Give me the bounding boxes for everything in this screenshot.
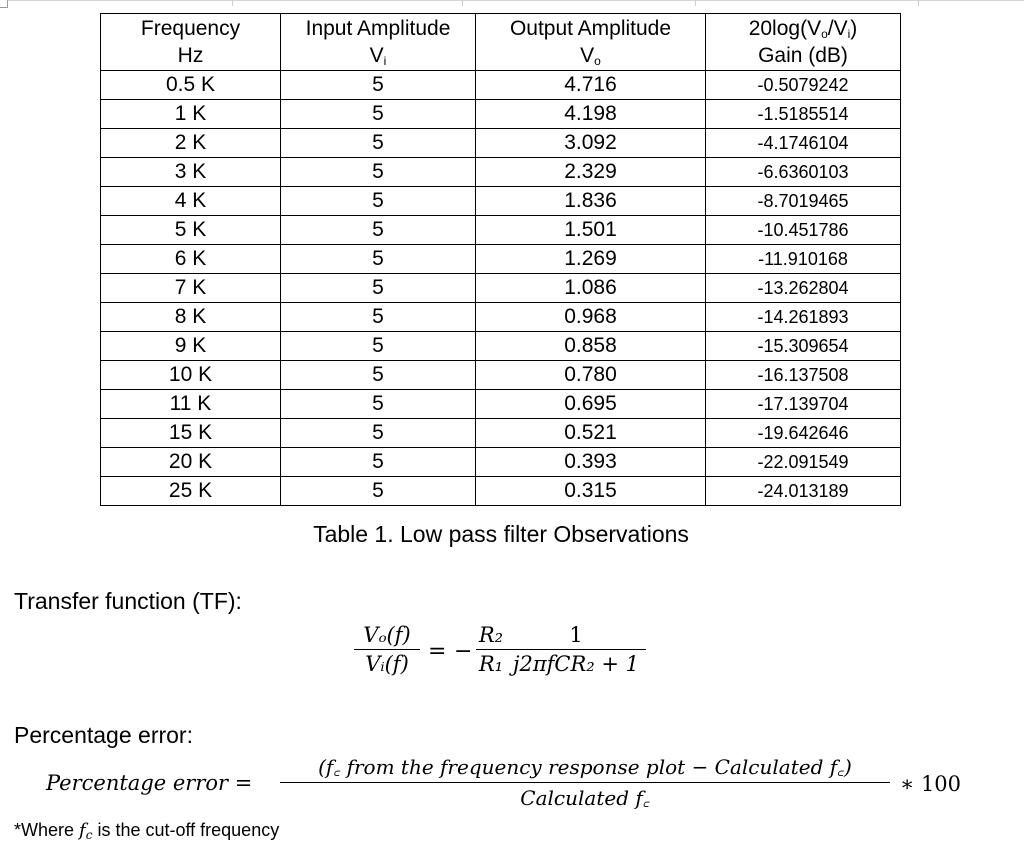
cell-output-amplitude: 0.968 <box>476 303 706 332</box>
cell-frequency: 5 K <box>101 216 281 245</box>
cell-gain-db: -16.137508 <box>706 361 901 390</box>
cell-frequency: 20 K <box>101 448 281 477</box>
cell-output-amplitude: 1.501 <box>476 216 706 245</box>
cell-gain-db: -10.451786 <box>706 216 901 245</box>
tf-minus: − <box>454 639 473 664</box>
cell-gain-db: -14.261893 <box>706 303 901 332</box>
cell-output-amplitude: 2.329 <box>476 158 706 187</box>
table-row <box>101 216 901 245</box>
header-input-amplitude: Input Amplitude $V_i$ <box>281 14 476 71</box>
cell-frequency: 15 K <box>101 419 281 448</box>
pe-multiplier: ∗ 100 <box>900 772 962 796</box>
cell-output-amplitude: 4.198 <box>476 100 706 129</box>
table-row <box>101 477 901 506</box>
cell-gain-db: -8.7019465 <box>706 187 901 216</box>
table-row <box>101 100 901 129</box>
cell-gain-db: -24.013189 <box>706 477 901 506</box>
transfer-function-label: Transfer function (TF): <box>14 588 242 614</box>
cell-frequency: 10 K <box>101 361 281 390</box>
tf-rhs-numerator: 1 <box>569 623 583 647</box>
cell-frequency: 7 K <box>101 274 281 303</box>
table-header-row <box>101 14 901 71</box>
cell-input-amplitude: 5 <box>281 477 476 506</box>
tf-resistor-ratio <box>476 621 506 678</box>
table-row <box>101 332 901 361</box>
cell-output-amplitude: 0.858 <box>476 332 706 361</box>
tf-lhs-numerator: Vₒ(f) <box>363 623 411 647</box>
cell-input-amplitude: 5 <box>281 216 476 245</box>
cell-frequency: 1 K <box>101 100 281 129</box>
table-row <box>101 187 901 216</box>
cell-frequency: 11 K <box>101 390 281 419</box>
cell-output-amplitude: 1.086 <box>476 274 706 303</box>
header-frequency: Frequency Hz <box>101 14 281 71</box>
cell-frequency: 2 K <box>101 129 281 158</box>
observations-table <box>100 13 901 506</box>
cell-output-amplitude: 0.393 <box>476 448 706 477</box>
cell-input-amplitude: 5 <box>281 419 476 448</box>
cell-output-amplitude: 3.092 <box>476 129 706 158</box>
percentage-error-label: Percentage error: <box>14 722 193 748</box>
cell-gain-db: -19.642646 <box>706 419 901 448</box>
pe-denominator: Calculated f꜀ <box>520 786 650 810</box>
table-row <box>101 129 901 158</box>
cell-input-amplitude: 5 <box>281 100 476 129</box>
cell-output-amplitude: 0.315 <box>476 477 706 506</box>
cell-input-amplitude: 5 <box>281 245 476 274</box>
text-boundary-corner-mark <box>0 0 8 8</box>
tf-r2: R₂ <box>478 623 504 647</box>
cell-output-amplitude: 0.695 <box>476 390 706 419</box>
cell-frequency: 4 K <box>101 187 281 216</box>
tf-lhs-denominator: Vᵢ(f) <box>365 652 409 676</box>
cell-output-amplitude: 4.716 <box>476 71 706 100</box>
cell-frequency: 8 K <box>101 303 281 332</box>
header-output-amplitude: Output Amplitude $V_o$ <box>476 14 706 71</box>
tf-lhs-fraction <box>354 621 420 678</box>
pe-lhs: Percentage error = <box>46 771 253 795</box>
tf-r1: R₁ <box>478 652 504 676</box>
cell-output-amplitude: 1.836 <box>476 187 706 216</box>
table-row <box>101 448 901 477</box>
cell-gain-db: -15.309654 <box>706 332 901 361</box>
cell-input-amplitude: 5 <box>281 129 476 158</box>
cell-input-amplitude: 5 <box>281 332 476 361</box>
tf-rhs-denominator: j2πfCR₂ + 1 <box>512 652 640 676</box>
cell-gain-db: -1.5185514 <box>706 100 901 129</box>
pe-fraction <box>280 752 890 813</box>
header-gain-db: $20\log(V_o/V_i)$ Gain (dB) <box>706 14 901 71</box>
table-row <box>101 158 901 187</box>
cell-input-amplitude: 5 <box>281 187 476 216</box>
cell-input-amplitude: 5 <box>281 361 476 390</box>
table-row <box>101 71 901 100</box>
tf-equals: = <box>428 639 447 664</box>
cell-frequency: 9 K <box>101 332 281 361</box>
cell-gain-db: -4.1746104 <box>706 129 901 158</box>
cell-frequency: 6 K <box>101 245 281 274</box>
table-row <box>101 361 901 390</box>
cell-output-amplitude: 1.269 <box>476 245 706 274</box>
cell-gain-db: -0.5079242 <box>706 71 901 100</box>
table-caption: Table 1. Low pass filter Observations <box>313 521 689 547</box>
table-row <box>101 419 901 448</box>
page-top-border <box>0 0 1024 6</box>
tf-rhs-fraction <box>506 621 646 678</box>
cell-frequency: 0.5 K <box>101 71 281 100</box>
cell-frequency: 25 K <box>101 477 281 506</box>
cell-frequency: 3 K <box>101 158 281 187</box>
table-row <box>101 245 901 274</box>
cell-input-amplitude: 5 <box>281 71 476 100</box>
cell-input-amplitude: 5 <box>281 274 476 303</box>
table-row <box>101 274 901 303</box>
cell-input-amplitude: 5 <box>281 158 476 187</box>
cell-gain-db: -6.6360103 <box>706 158 901 187</box>
table-row <box>101 390 901 419</box>
cell-output-amplitude: 0.780 <box>476 361 706 390</box>
cell-input-amplitude: 5 <box>281 448 476 477</box>
footnote: *Where $f_c$ is the cut-off frequency <box>14 820 280 842</box>
cell-output-amplitude: 0.521 <box>476 419 706 448</box>
cell-gain-db: -11.910168 <box>706 245 901 274</box>
cell-input-amplitude: 5 <box>281 390 476 419</box>
cell-input-amplitude: 5 <box>281 303 476 332</box>
cell-gain-db: -22.091549 <box>706 448 901 477</box>
pe-numerator: (f꜀ from the frequency response plot − Calculated f꜀) <box>318 755 852 779</box>
table-row <box>101 303 901 332</box>
cell-gain-db: -13.262804 <box>706 274 901 303</box>
cell-gain-db: -17.139704 <box>706 390 901 419</box>
